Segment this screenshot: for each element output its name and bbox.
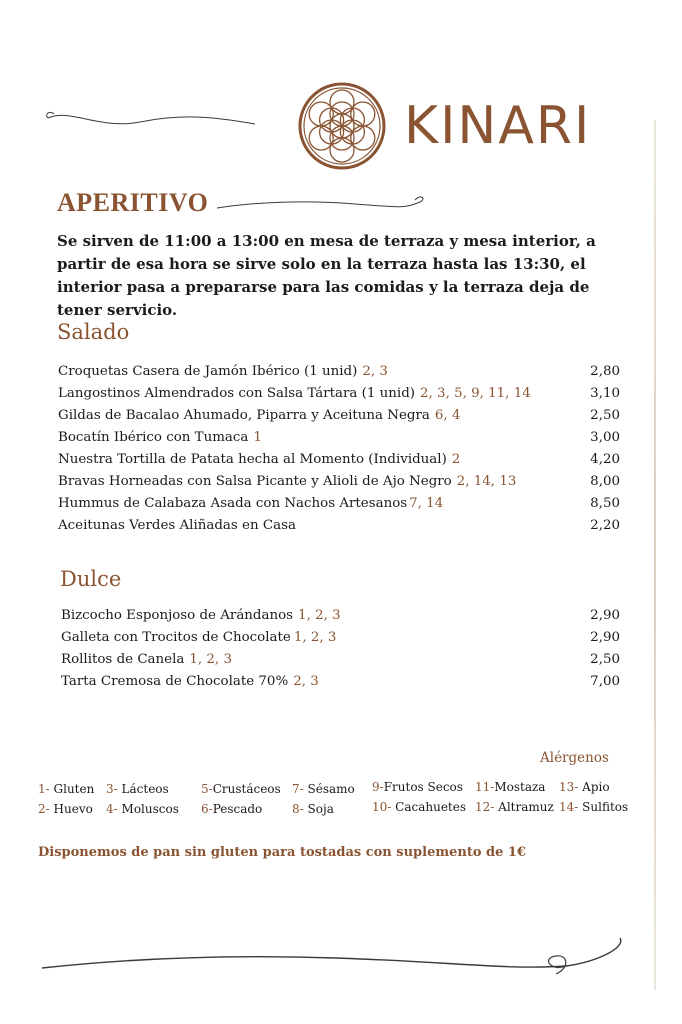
item-allergens: 6, 4 [434, 408, 461, 423]
salado-heading: Salado [57, 320, 130, 344]
item-allergens: 2 [451, 452, 461, 467]
salado-menu-list [58, 361, 620, 537]
menu-item [58, 515, 620, 537]
item-price: 2,80 [590, 364, 620, 379]
item-name: Hummus de Calabaza Asada con Nachos Artesanos [58, 496, 408, 511]
flower-of-life-icon [298, 82, 386, 170]
item-name: Bizcocho Esponjoso de Arándanos [61, 608, 294, 623]
item-name: Tarta Cremosa de Chocolate 70% [61, 674, 289, 689]
allergen-legend-item: 13- Apio [559, 780, 610, 794]
item-price: 8,00 [590, 474, 620, 489]
menu-item [58, 493, 620, 515]
item-price: 2,50 [590, 408, 620, 423]
item-allergens: 1 [253, 430, 262, 445]
item-name: Rollitos de Canela [61, 652, 185, 667]
allergen-legend-item: 10- Cacahuetes [372, 800, 467, 814]
item-price: 3,00 [590, 430, 620, 445]
top-flourish-decoration [40, 100, 290, 140]
allergen-legend-item: 4- Moluscos [106, 802, 179, 816]
page-title: APERITIVO [57, 188, 209, 217]
menu-item [58, 383, 620, 405]
gluten-free-bread-note: Disponemos de pan sin gluten para tostadas con suplemento de 1€ [38, 845, 527, 860]
item-price: 4,20 [590, 452, 620, 467]
service-hours-text: Se sirven de 11:00 a 13:00 en mesa de terraza y mesa interior, a partir de esa hora se sirve solo en la terraza hasta las 13:30, el interior pasa a prepararse para las comidas y la terraza deja de tener servicio. [57, 232, 596, 319]
allergens-heading: Alérgenos [540, 750, 609, 766]
item-name: Croquetas Casera de Jamón Ibérico (1 unid) [58, 364, 358, 379]
item-name: Bravas Horneadas con Salsa Picante y Alioli de Ajo Negro [58, 474, 452, 489]
item-name: Nuestra Tortilla de Patata hecha al Momento (Individual) [58, 452, 447, 467]
item-price: 7,00 [590, 674, 620, 689]
item-allergens: 2, 3, 5, 9, 11, 14 [420, 386, 531, 401]
dulce-menu-list [61, 605, 620, 693]
menu-item [61, 627, 620, 649]
allergen-legend-item: 6-Pescado [201, 802, 263, 816]
item-price: 2,20 [590, 518, 620, 533]
item-price: 3,10 [590, 386, 620, 401]
allergen-legend-item: 3- Lácteos [106, 782, 169, 796]
allergen-legend-item: 1- Gluten [38, 782, 95, 796]
item-allergens: 2, 3 [362, 364, 388, 379]
menu-item [58, 361, 620, 383]
allergen-legend-item: 9-Frutos Secos [372, 780, 463, 794]
brand-name: KINARI [404, 96, 592, 156]
item-allergens: 1, 2, 3 [189, 652, 232, 667]
item-allergens: 2, 3 [293, 674, 319, 689]
menu-item [61, 649, 620, 671]
item-price: 2,90 [590, 608, 620, 623]
title-flourish-decoration [215, 192, 435, 216]
allergen-legend-item: 8- Soja [292, 802, 334, 816]
menu-item [61, 605, 620, 627]
menu-item [58, 405, 620, 427]
item-allergens: 2, 14, 13 [456, 474, 517, 489]
item-name: Bocatín Ibérico con Tumaca [58, 430, 249, 445]
dulce-heading: Dulce [60, 567, 122, 591]
menu-item [58, 427, 620, 449]
page-edge [654, 120, 656, 990]
item-allergens: 7, 14 [409, 496, 444, 511]
allergen-legend-item: 11-Mostaza [475, 780, 546, 794]
allergen-legend-item: 12- Altramuz [475, 800, 554, 814]
item-name: Aceitunas Verdes Aliñadas en Casa [58, 518, 296, 533]
item-name: Galleta con Trocitos de Chocolate [61, 630, 291, 645]
item-price: 2,50 [590, 652, 620, 667]
item-name: Langostinos Almendrados con Salsa Tártara (1 unid) [58, 386, 416, 401]
allergen-legend-item: 2- Huevo [38, 802, 93, 816]
menu-item [61, 671, 620, 693]
brand-logo [298, 82, 591, 170]
item-allergens: 1, 2, 3 [293, 630, 337, 645]
allergen-legend-item: 5-Crustáceos [201, 782, 281, 796]
item-allergens: 1, 2, 3 [298, 608, 341, 623]
item-name: Gildas de Bacalao Ahumado, Piparra y Aceituna Negra [58, 408, 430, 423]
bottom-flourish-decoration [36, 928, 636, 978]
menu-item [58, 449, 620, 471]
menu-item [58, 471, 620, 493]
item-price: 2,90 [590, 630, 620, 645]
allergen-legend-item: 7- Sésamo [292, 782, 355, 796]
item-price: 8,50 [590, 496, 620, 511]
allergen-legend-item: 14- Sulfitos [559, 800, 629, 814]
